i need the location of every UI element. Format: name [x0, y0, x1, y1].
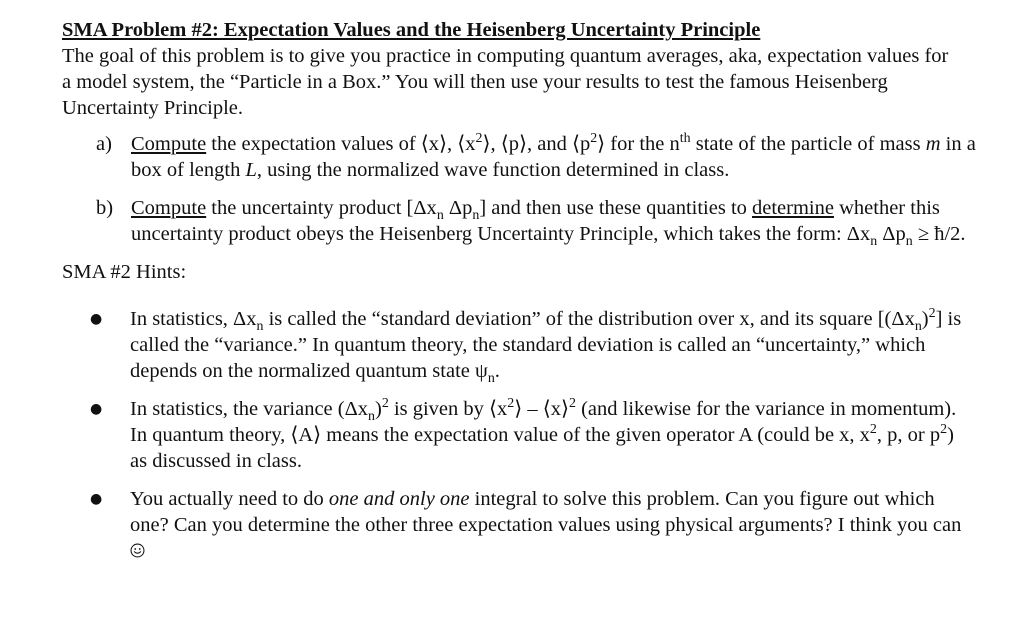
hint-text: In statistics, the variance $(\Delta x_n)^2$ is given by $⟨x^2⟩$ – ⟨x⟩$^2$ (and likewise for the variance in momentum). In quantum theory, ⟨A⟩ means the expectation value of the given operator A (could be x, $x^2$, p, or $p^2$) as discussed in class.: [130, 396, 957, 472]
variable-L: L: [245, 159, 257, 181]
variable-m: m: [925, 133, 941, 155]
bullet-icon: ●: [90, 491, 103, 507]
emphasis-text: one and only one: [328, 488, 470, 510]
hint-item: [90, 486, 974, 564]
part-text: Compute the expectation values of ⟨x⟩, $⟨x^2⟩$, ⟨p⟩, and $⟨p^2⟩$ for the $n^{th}$ state of the particle of mass m in a box of length L, using the normalized wave function determined in class.: [131, 131, 976, 181]
underlined-verb: determine: [752, 197, 834, 219]
part-text: Compute the uncertainty product [$\Delta x_n$ $\Delta p_n$] and then use these quantities to determine whether this uncertainty product obeys the Heisenberg Uncertainty Principle, which takes the form: $\Delta x_n$ $\Delta p_n$ ≥ ħ/2.: [131, 197, 966, 250]
underlined-verb: Compute: [131, 197, 207, 219]
part-label: b): [96, 197, 114, 219]
bullet-icon: ●: [90, 401, 103, 417]
problem-title: SMA Problem #2: Expectation Values and the Heisenberg Uncertainty Principle: [62, 19, 761, 41]
part-a: [96, 131, 976, 183]
hints-list: [62, 306, 974, 564]
hints-heading: SMA #2 Hints:: [62, 261, 187, 283]
part-label: a): [96, 133, 112, 155]
smiley-face-icon: [130, 543, 145, 558]
hint-item: [90, 396, 974, 474]
hint-text: You actually need to do one and only one integral to solve this problem. Can you figure out which one? Can you determine the other three expectation values using physical arguments? I think you can: [130, 486, 974, 564]
hint-text: In statistics, $\Delta x_n$ is called the “standard deviation” of the distribution over x, and its square $[(\Delta x_n)^2]$ is called the “variance.” In quantum theory, the standard deviation is called an “uncertainty,” which depends on the normalized quantum state $\psi_n$.: [130, 306, 962, 387]
underlined-verb: Compute: [131, 133, 207, 155]
hint-item: [90, 306, 974, 387]
intro-paragraph: The goal of this problem is to give you practice in computing quantum averages, aka, expectation values for a model system, the “Particle in a Box.” You will then use your results to test the famous Heisenberg Uncertainty Principle.: [62, 45, 949, 119]
problem-parts-list: [62, 131, 976, 250]
bullet-icon: ●: [90, 311, 103, 327]
part-b: [96, 195, 976, 250]
